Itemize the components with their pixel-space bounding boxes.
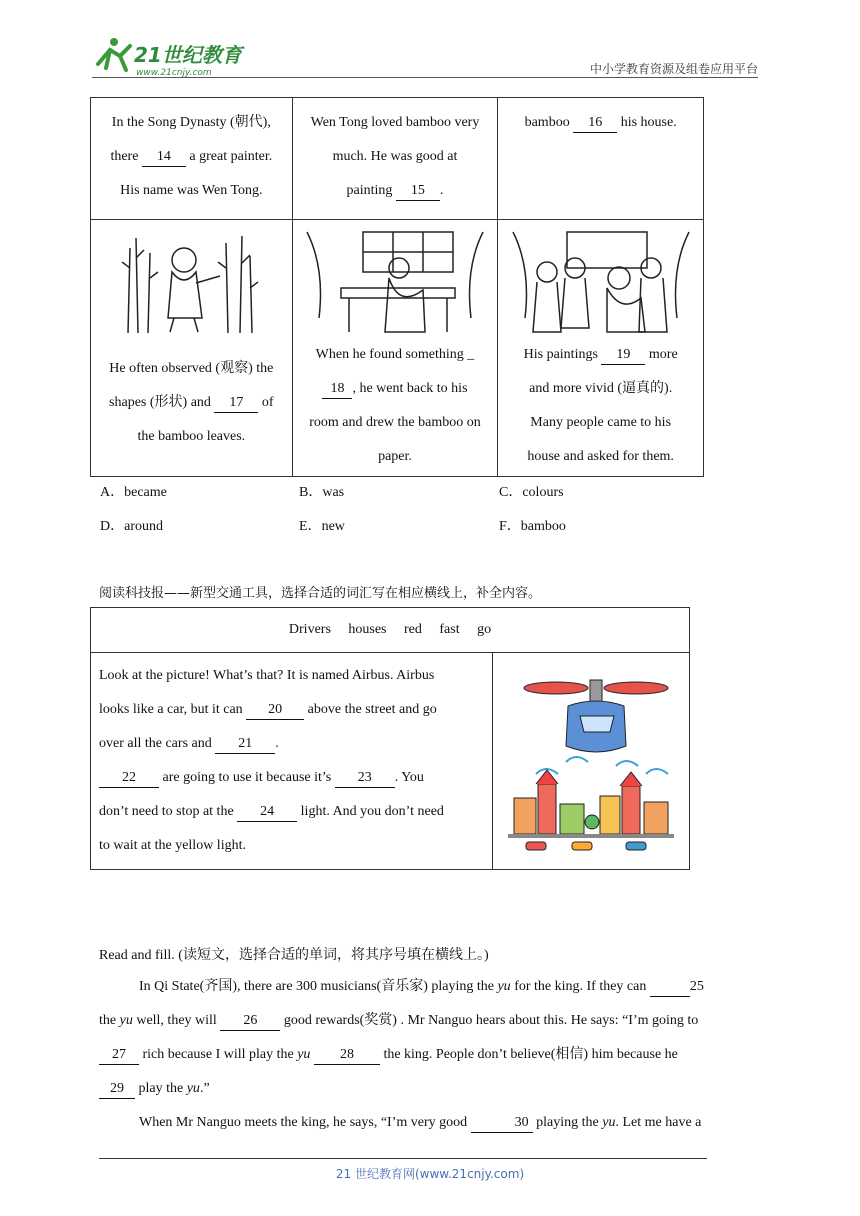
option-a[interactable]: A．became (100, 485, 167, 500)
blank-20[interactable]: 20 (246, 701, 304, 720)
blank-30[interactable]: 30 (471, 1114, 533, 1133)
drawing-room-illustration (305, 228, 485, 338)
story-cell-1: In the Song Dynasty (朝代), there 14 a great painter. His name was Wen Tong. (91, 98, 293, 220)
blank-27[interactable]: 27 (99, 1046, 139, 1065)
footer-divider (99, 1158, 707, 1159)
blank-25[interactable]: 25 (650, 978, 690, 997)
section2-instruction: 阅读科技报——新型交通工具，选择合适的词汇写在相应横线上，补全内容。 (99, 586, 542, 601)
blank-16[interactable]: 16 (573, 114, 617, 133)
story-table (90, 97, 704, 477)
passage-line-5: When Mr Nanguo meets the king, he says, “I’m very good 30 playing the yu. Let me have a (99, 1106, 763, 1140)
section3-title: Read and fill. (读短文，选择合适的单词，将其序号填在横线上。) (99, 948, 489, 963)
option-c[interactable]: C．colours (499, 485, 564, 500)
story-cell-5: When he found something _ 18 , he went back to his room and drew the bamboo on paper. (292, 220, 498, 477)
option-f[interactable]: F．bamboo (499, 519, 566, 534)
story-cell-6: His paintings 19 more and more vivid (逼真的). Many people came to his house and asked for them. (498, 220, 704, 477)
footer-text: 21 世纪教育网(www.21cnjy.com) (335, 1167, 525, 1181)
story-cell-4: He often observed (观察) the shapes (形状) and 17 of the bamboo leaves. (91, 220, 293, 477)
site-logo (92, 34, 262, 78)
option-e[interactable]: E．new (299, 519, 345, 534)
airbus-illustration (496, 666, 686, 856)
option-b[interactable]: B．was (299, 485, 345, 500)
passage-line-2: the yu well, they will 26 good rewards(奖赏) . Mr Nanguo hears about this. He says: “I’m going to (99, 1004, 763, 1038)
passage-line-4: 29 play the yu.” (99, 1072, 763, 1106)
blank-19[interactable]: 19 (601, 346, 645, 365)
blank-21[interactable]: 21 (215, 735, 275, 754)
blank-26[interactable]: 26 (220, 1012, 280, 1031)
blank-23[interactable]: 23 (335, 769, 395, 788)
blank-17[interactable]: 17 (214, 394, 258, 413)
platform-name: 中小学教育资源及组卷应用平台 (589, 62, 758, 76)
word-bank: Drivers houses red fast go (91, 608, 690, 653)
blank-28[interactable]: 28 (314, 1046, 380, 1065)
blank-14[interactable]: 14 (142, 148, 186, 167)
logo-text: 21世纪教育 (134, 43, 242, 67)
bamboo-observe-illustration (116, 228, 266, 338)
blank-22[interactable]: 22 (99, 769, 159, 788)
airbus-picture-cell (493, 653, 690, 870)
blank-15[interactable]: 15 (396, 182, 440, 201)
option-d[interactable]: D．around (100, 519, 164, 534)
header-divider (92, 77, 758, 78)
airbus-table (90, 607, 690, 870)
passage-line-3: 27 rich because I will play the yu 28 the king. People don’t believe(相信) him because he (99, 1038, 763, 1072)
blank-29[interactable]: 29 (99, 1080, 135, 1099)
passage-line-1: In Qi State(齐国), there are 300 musicians(音乐家) playing the yu for the king. If they can 25 (99, 970, 763, 1004)
visitors-illustration (511, 228, 691, 338)
nanguo-passage (99, 970, 763, 1140)
page-header (92, 30, 758, 78)
story-cell-2: Wen Tong loved bamboo very much. He was good at painting 15 . (292, 98, 498, 220)
airbus-passage: Look at the picture! What’s that? It is named Airbus. Airbus looks like a car, but it can 20 above the street and go over all the cars and 21 . 22 are going to use it because it’s 23 . You don’t need to stop at the 24 light. And you don’t need to wait at the yellow light. (91, 653, 493, 870)
story-cell-3: bamboo 16 his house. (498, 98, 704, 220)
blank-18[interactable]: 18 (322, 380, 352, 399)
blank-24[interactable]: 24 (237, 803, 297, 822)
logo-url: www.21cnjy.com (136, 68, 212, 78)
